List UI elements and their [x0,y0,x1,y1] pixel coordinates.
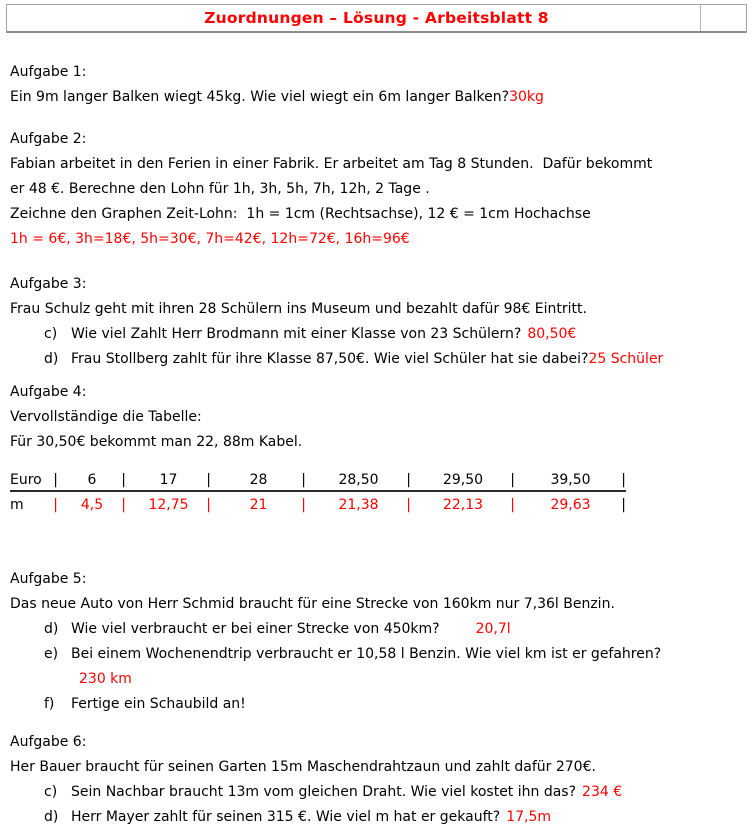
task-aufgabe-1 [10,60,752,110]
task2-answer: 1h = 6€, 3h=18€, 5h=30€, 7h=42€, 12h=72€, 16h=96€ [10,231,410,247]
task6-intro: Her Bauer braucht für seinen Garten 15m Maschendrahtzaun und zahlt dafür 270€. [10,759,596,775]
table-cell-m-4: 21,38 | [306,494,411,517]
table-cell-euro-6: 39,50 | [550,472,626,488]
pipe-separator: | [121,497,126,513]
table-cell-euro-3: 28 | [249,472,306,488]
pipe-separator: | [510,472,515,488]
task5-item-f-question: Fertige ein Schaubild an! [71,696,246,712]
worksheet-content [0,60,752,824]
task6-item-c [10,780,752,805]
pipe-separator: | [53,472,58,488]
task3-item-d [10,347,752,372]
task5-item-e-question: Bei einem Wochenendtrip verbraucht er 10,58 l Benzin. Wie viel km ist er gefahren? [71,646,662,662]
pipe-separator: | [621,472,626,488]
pipe-separator: | [121,472,126,488]
task2-heading: Aufgabe 2: [10,131,87,147]
task5-item-e [10,642,752,667]
task5-heading: Aufgabe 5: [10,571,87,587]
table-cell-m-3: 21 | [211,494,306,517]
task5-item-d-question: Wie viel verbraucht er bei einer Strecke von 450km? [71,621,440,637]
task-aufgabe-5 [10,567,752,717]
title-box [6,4,747,33]
pipe-separator: | [406,497,411,513]
task2-line1: Fabian arbeitet in den Ferien in einer Fabrik. Er arbeitet am Tag 8 Stunden. Dafür bekommt [10,156,653,172]
pipe-separator: | [301,497,306,513]
page-title: Zuordnungen – Lösung - Arbeitsblatt 8 [204,8,549,27]
task6-item-d-answer: 17,5m [506,809,551,824]
task3-item-d-answer: 25 Schüler [588,351,664,367]
task3-item-c-answer: 80,50€ [527,326,577,342]
table-row-m [10,494,626,517]
task6-item-d-question: Herr Mayer zahlt für seinen 315 €. Wie viel m hat er gekauft? [71,809,501,824]
table-cell-euro-1: 6 | [87,472,126,488]
task5-item-d [10,617,752,642]
table-cell-m-6: 29,63 | [515,494,626,517]
task6-item-c-label: c) [44,784,58,800]
task5-item-d-answer: 20,7l [475,621,511,637]
task6-item-c-answer: 234 € [582,784,623,800]
table-cell-euro-2: 17 | [159,472,211,488]
title-box-divider [700,5,701,31]
task3-heading: Aufgabe 3: [10,276,87,292]
task-aufgabe-2 [10,127,752,252]
task4-heading: Aufgabe 4: [10,384,87,400]
task5-intro: Das neue Auto von Herr Schmid braucht für eine Strecke von 160km nur 7,36l Benzin. [10,596,615,612]
task6-heading: Aufgabe 6: [10,734,87,750]
table-cell-euro-5: 29,50 | [442,472,515,488]
task1-question: Ein 9m langer Balken wiegt 45kg. Wie viel wiegt ein 6m langer Balken? [10,89,510,105]
table-cell-m-label: m | [10,494,58,517]
task3-item-c-label: c) [44,326,58,342]
task6-item-d-label: d) [44,809,59,824]
task4-line1: Vervollständige die Tabelle: [10,409,202,425]
pipe-separator: | [301,472,306,488]
task5-item-e-label: e) [44,646,59,662]
table-cell-m-1: 4,5 | [58,494,126,517]
task-aufgabe-4 [10,380,752,517]
table-row-euro [10,470,626,492]
pipe-separator: | [510,497,515,513]
task3-intro: Frau Schulz geht mit ihren 28 Schülern ins Museum und bezahlt dafür 98€ Eintritt. [10,301,587,317]
pipe-separator: | [206,472,211,488]
task5-item-f [10,692,752,717]
task3-item-d-question: Frau Stollberg zahlt für ihre Klasse 87,50€. Wie viel Schüler hat sie dabei? [71,351,589,367]
task-aufgabe-6 [10,730,752,824]
table-cell-m-5: 22,13 | [411,494,515,517]
task5-item-e-answer: 230 km [79,671,132,687]
pipe-separator: | [53,497,58,513]
task3-item-d-label: d) [44,351,59,367]
task6-item-c-question: Sein Nachbar braucht 13m vom gleichen Draht. Wie viel kostet ihn das? [71,784,577,800]
pipe-separator: | [621,497,626,513]
task5-item-f-label: f) [44,696,55,712]
task3-item-c-question: Wie viel Zahlt Herr Brodmann mit einer Klasse von 23 Schülern? [71,326,522,342]
kabel-table [10,470,626,517]
task2-line2: er 48 €. Berechne den Lohn für 1h, 3h, 5h, 7h, 12h, 2 Tage . [10,181,430,197]
worksheet-page [0,4,752,824]
task1-question-line [10,85,752,110]
pipe-separator: | [206,497,211,513]
task1-answer: 30kg [509,89,544,105]
task6-item-d [10,805,752,824]
table-cell-euro-label: Euro | [10,472,58,488]
task2-line3: Zeichne den Graphen Zeit-Lohn: 1h = 1cm (Rechtsachse), 12 € = 1cm Hochachse [10,206,591,222]
task-aufgabe-3 [10,272,752,372]
task1-heading: Aufgabe 1: [10,64,87,80]
table-cell-m-2: 12,75 | [126,494,211,517]
task3-item-c [10,322,752,347]
task4-line2: Für 30,50€ bekommt man 22, 88m Kabel. [10,434,303,450]
task5-item-d-label: d) [44,621,59,637]
pipe-separator: | [406,472,411,488]
table-cell-euro-4: 28,50 | [338,472,411,488]
